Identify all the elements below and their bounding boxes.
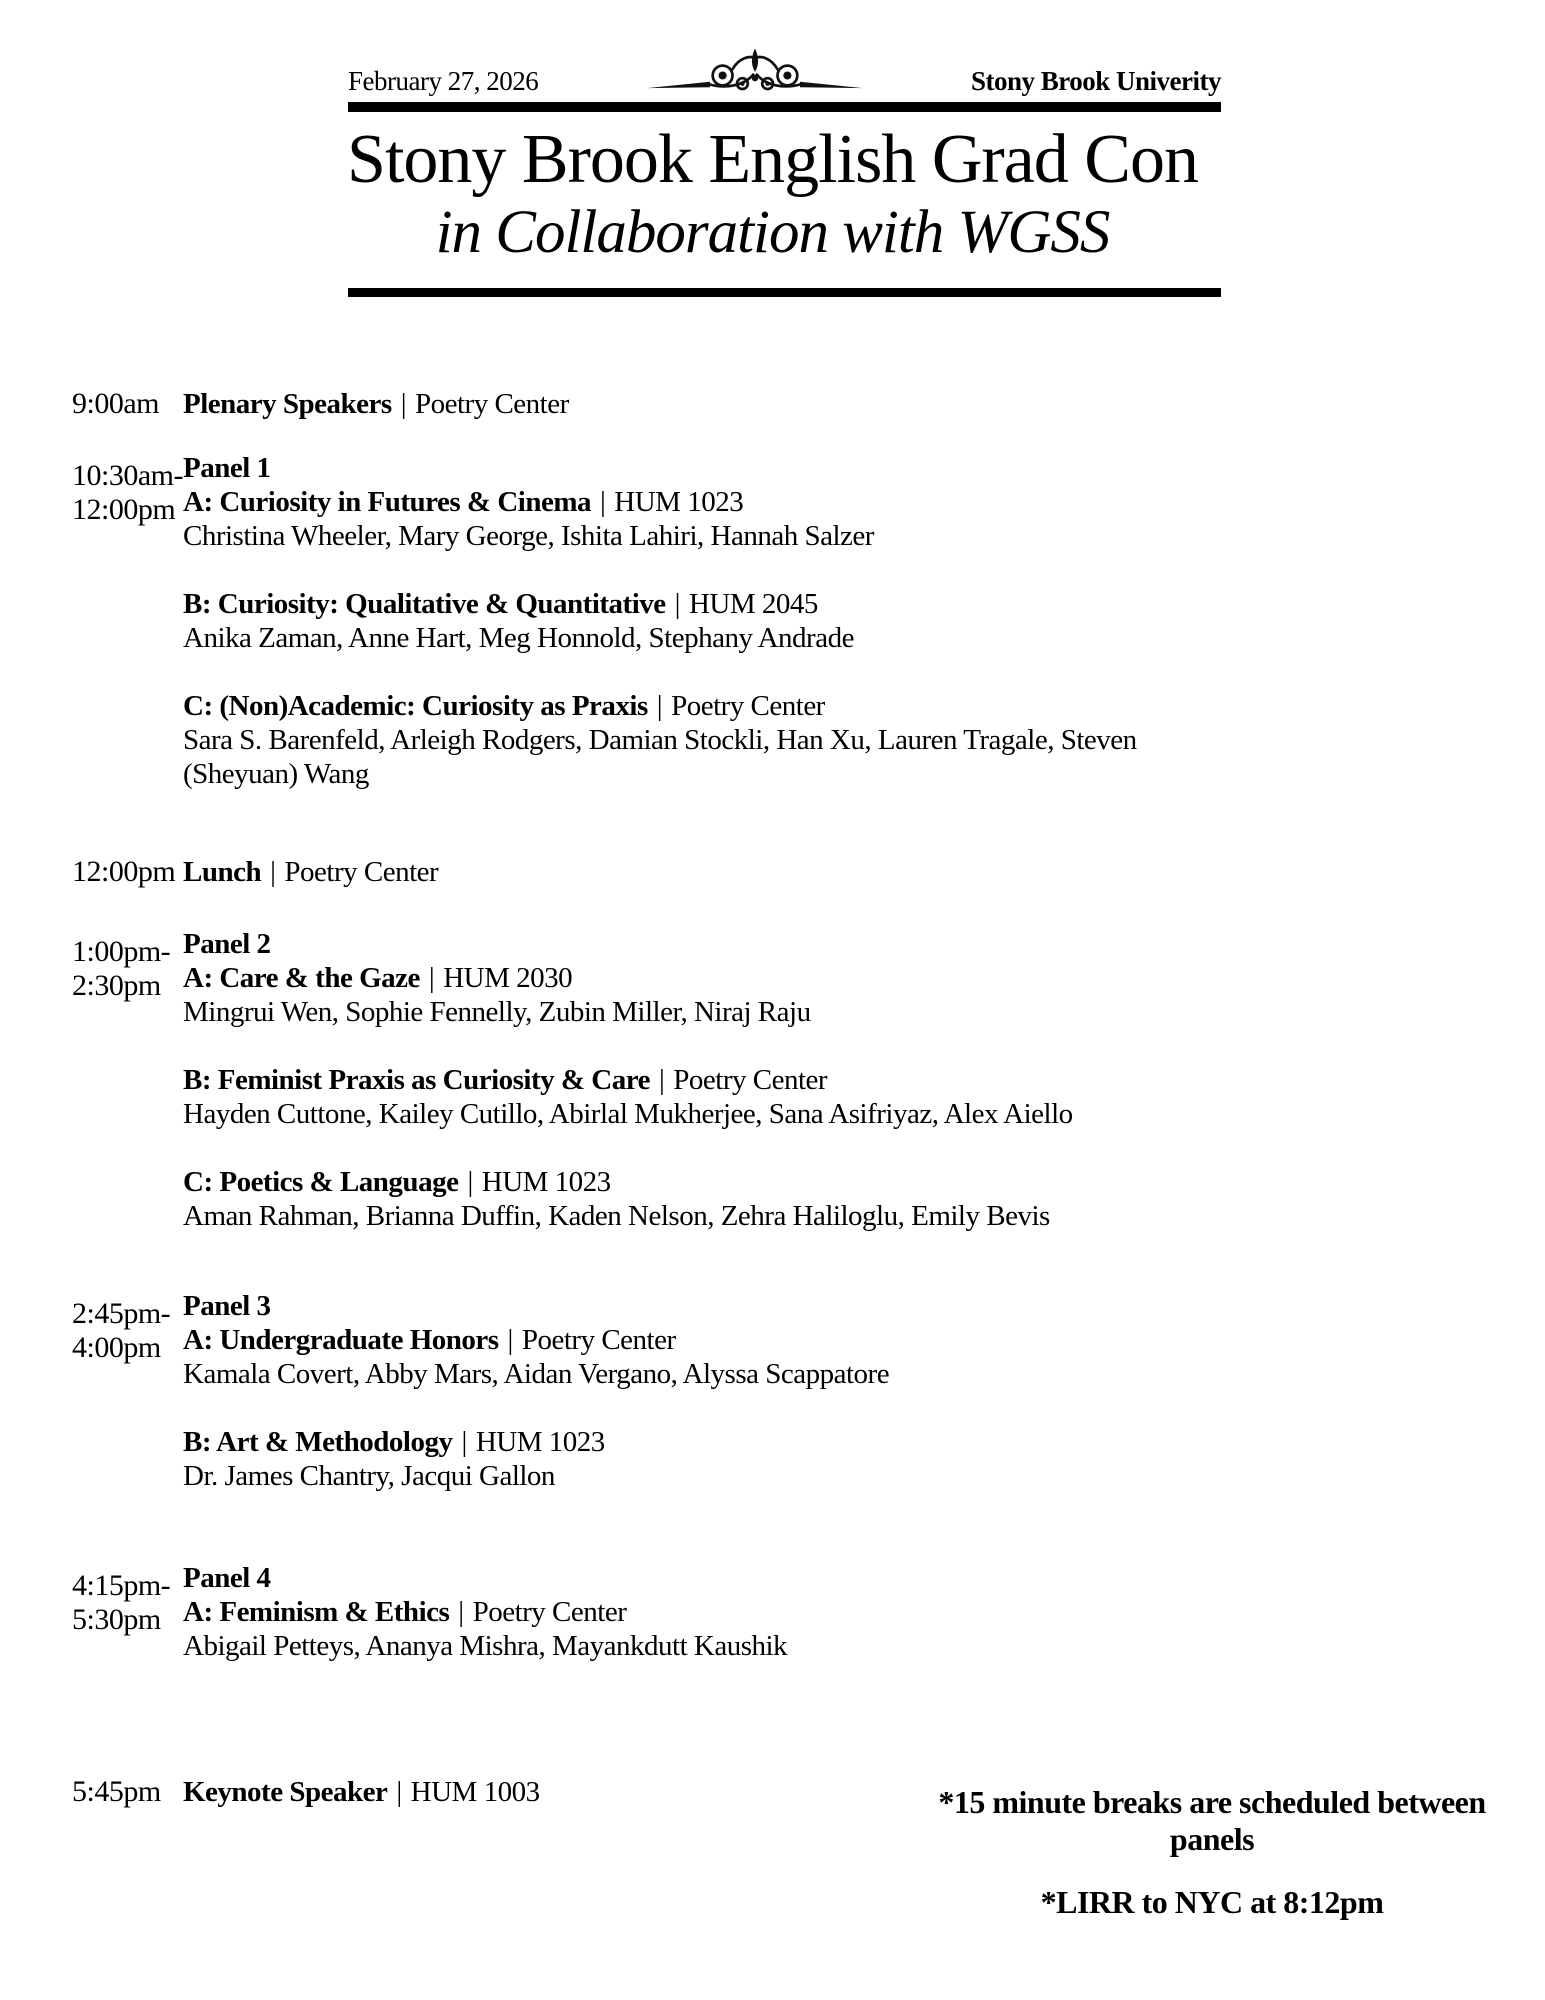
separator: | (599, 486, 606, 518)
session-speakers: Kamala Covert, Abby Mars, Aidan Vergano, Alyssa Scappatore (183, 1358, 890, 1390)
session-location: HUM 2045 (688, 588, 818, 620)
session-title: C: Poetics & Language (183, 1166, 459, 1198)
session-location: HUM 1023 (475, 1426, 605, 1458)
plenary-label: Plenary Speakers (183, 388, 392, 420)
separator: | (270, 856, 276, 888)
panel4-label: Panel 4 (183, 1562, 271, 1594)
session-title: C: (Non)Academic: Curiosity as Praxis (183, 690, 648, 722)
session-speakers: Anika Zaman, Anne Hart, Meg Honnold, Stephany Andrade (183, 622, 854, 654)
session-location: Poetry Center (472, 1596, 627, 1628)
footnotes (928, 1784, 1496, 1921)
session-title: B: Curiosity: Qualitative & Quantitative (183, 588, 666, 620)
separator: | (656, 690, 663, 722)
session-speakers: Sara S. Barenfeld, Arleigh Rodgers, Damian Stockli, Han Xu, Lauren Tragale, Steven (Sheyuan) Wang (183, 724, 1137, 790)
schedule-row-panel1 (0, 451, 1545, 791)
session-speakers: Aman Rahman, Brianna Duffin, Kaden Nelson, Zehra Haliloglu, Emily Bevis (183, 1200, 1050, 1232)
keynote-label: Keynote Speaker (183, 1776, 388, 1808)
panel2-time (0, 927, 183, 1003)
panel3-session-a (183, 1323, 1333, 1391)
panel2-time-end: 2:30pm (72, 969, 161, 1002)
panel1-session-b (183, 587, 1333, 655)
session-location: HUM 1023 (614, 486, 744, 518)
page-title: Stony Brook English Grad Con (347, 121, 1198, 198)
floral-flourish-icon (647, 44, 863, 98)
session-speakers: Abigail Petteys, Ananya Mishra, Mayankdutt Kaushik (183, 1630, 788, 1662)
keynote-location: HUM 1003 (410, 1776, 540, 1808)
schedule-row-panel3 (0, 1289, 1545, 1493)
separator: | (674, 588, 680, 620)
panel3-time-end: 4:00pm (72, 1331, 161, 1364)
session-speakers: Mingrui Wen, Sophie Fennelly, Zubin Miller, Niraj Raju (183, 996, 811, 1028)
panel4-time-end: 5:30pm (72, 1603, 161, 1636)
session-speakers: Hayden Cuttone, Kailey Cutillo, Abirlal Mukherjee, Sana Asifriyaz, Alex Aiello (183, 1098, 1073, 1130)
session-location: Poetry Center (673, 1064, 828, 1096)
session-location: Poetry Center (521, 1324, 676, 1356)
session-title: A: Feminism & Ethics (183, 1596, 450, 1628)
session-speakers: Christina Wheeler, Mary George, Ishita Lahiri, Hannah Salzer (183, 520, 874, 552)
session-title: B: Feminist Praxis as Curiosity & Care (183, 1064, 650, 1096)
lunch-location: Poetry Center (284, 856, 439, 888)
panel1-label: Panel 1 (183, 452, 271, 484)
panel2-time-start: 1:00pm- (72, 935, 171, 968)
panel1-session-c (183, 689, 1193, 791)
panel4-time-start: 4:15pm- (72, 1569, 171, 1602)
plenary-location: Poetry Center (415, 388, 569, 420)
session-title: A: Curiosity in Futures & Cinema (183, 486, 591, 518)
panel3-time-start: 2:45pm- (72, 1297, 171, 1330)
lunch-time: 12:00pm (72, 855, 176, 888)
panel2-session-b (183, 1063, 1333, 1131)
lirr-note: *LIRR to NYC at 8:12pm (1040, 1884, 1384, 1920)
lunch-label: Lunch (183, 856, 262, 888)
panel4-session-a (183, 1595, 1333, 1663)
keynote-time: 5:45pm (72, 1775, 161, 1808)
plenary-time: 9:00am (72, 387, 159, 420)
session-title: A: Care & the Gaze (183, 962, 420, 994)
breaks-note: *15 minute breaks are scheduled between panels (938, 1784, 1486, 1857)
session-title: B: Art & Methodology (183, 1426, 453, 1458)
panel3-label: Panel 3 (183, 1290, 271, 1322)
panel1-time (0, 451, 183, 527)
panel4-time (0, 1561, 183, 1637)
separator: | (428, 962, 435, 994)
schedule-row-plenary (0, 387, 1545, 421)
session-speakers: Dr. James Chantry, Jacqui Gallon (183, 1460, 555, 1492)
separator: | (396, 1776, 402, 1808)
schedule-row-lunch (0, 855, 1545, 889)
session-title: A: Undergraduate Honors (183, 1324, 499, 1356)
separator: | (458, 1596, 464, 1628)
schedule-row-panel4 (0, 1561, 1545, 1663)
panel3-session-b (183, 1425, 1333, 1493)
title-divider (348, 288, 1221, 297)
header (348, 44, 1221, 112)
separator: | (467, 1166, 473, 1198)
panel1-time-start: 10:30am- (72, 459, 183, 492)
panel1-time-end: 12:00pm (72, 493, 176, 526)
institution-name: Stony Brook Univerity (970, 66, 1221, 96)
session-location: HUM 2030 (443, 962, 573, 994)
panel2-session-a (183, 961, 1333, 1029)
separator: | (658, 1064, 665, 1096)
panel3-time (0, 1289, 183, 1365)
schedule-row-panel2 (0, 927, 1545, 1233)
schedule (0, 387, 1545, 1809)
session-location: HUM 1023 (481, 1166, 611, 1198)
event-date: February 27, 2026 (348, 66, 539, 96)
panel2-session-c (183, 1165, 1333, 1233)
panel2-label: Panel 2 (183, 928, 271, 960)
separator: | (400, 388, 406, 420)
page-subtitle: in Collaboration with WGSS (435, 199, 1110, 266)
separator: | (507, 1324, 513, 1356)
separator: | (461, 1426, 467, 1458)
session-location: Poetry Center (671, 690, 825, 722)
panel1-session-a (183, 485, 1333, 553)
